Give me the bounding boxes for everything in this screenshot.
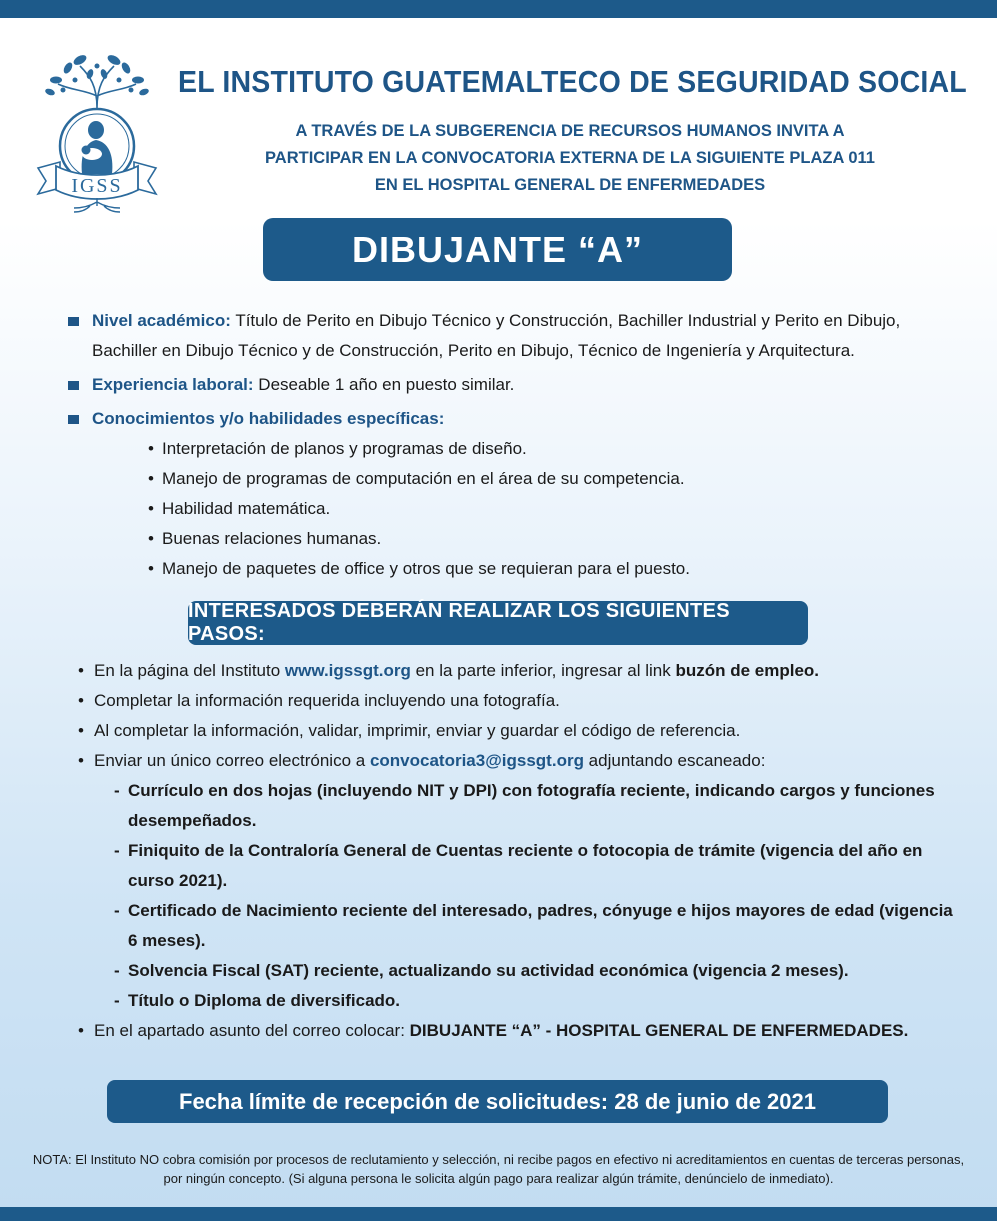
step-bold-text: DIBUJANTE “A” - HOSPITAL GENERAL DE ENFERMEDADES. (409, 1021, 909, 1040)
requirement-label: Nivel académico: (92, 311, 231, 330)
step-bold-text: buzón de empleo. (675, 661, 820, 680)
top-band (0, 0, 997, 18)
step-item: • Al completar la información, validar, imprimir, enviar y guardar el código de referencia. (78, 716, 958, 746)
subtitle-line: A TRAVÉS DE LA SUBGERENCIA DE RECURSOS HUMANOS INVITA A (295, 122, 845, 140)
svg-text:IGSS: IGSS (71, 175, 123, 197)
deadline-banner: Fecha límite de recepción de solicitudes: 28 de junio de 2021 (107, 1080, 888, 1123)
square-bullet-icon (68, 317, 79, 326)
bottom-band (0, 1207, 997, 1221)
step-text: adjuntando escaneado: (583, 751, 766, 770)
document-item: - Certificado de Nacimiento reciente del interesado, padres, cónyuge e hijos mayores de edad (vigencia 6 meses). (114, 896, 958, 956)
step-item: • Completar la información requerida incluyendo una fotografía. (78, 686, 958, 716)
step-text: en la parte inferior, ingresar al link (410, 661, 676, 680)
header-subtitle (180, 118, 960, 199)
step-text: En la página del Instituto (94, 661, 285, 680)
step-item (78, 746, 958, 776)
skills-list (92, 434, 964, 584)
requirement-label: Conocimientos y/o habilidades específicas: (92, 409, 445, 428)
steps-heading: INTERESADOS DEBERÁN REALIZAR LOS SIGUIENTES PASOS: (188, 601, 808, 645)
skill-item: • Interpretación de planos y programas de diseño. (148, 434, 964, 464)
position-title: DIBUJANTE “A” (263, 218, 732, 281)
step-item (78, 656, 958, 686)
igss-logo-icon (30, 46, 164, 214)
step-text: Enviar un único correo electrónico a (94, 751, 370, 770)
requirements-list (64, 306, 964, 584)
subtitle-line: EN EL HOSPITAL GENERAL DE ENFERMEDADES (374, 176, 766, 194)
requirement-text: Título de Perito en Dibujo Técnico y Construcción, Bachiller Industrial y Perito en Dibujo, Bachiller en Dibujo Técnico y de Construcción, Perito en Dibujo, Técnico de Ingeniería y Arquitectura. (92, 311, 901, 360)
step-item (78, 1016, 958, 1046)
email-link[interactable]: convocatoria3@igssgt.org (369, 751, 584, 770)
step-text: En el apartado asunto del correo colocar: (94, 1021, 410, 1040)
requirement-academic (64, 306, 964, 366)
requirement-skills (64, 404, 964, 584)
website-link[interactable]: www.igssgt.org (284, 661, 411, 680)
skill-item: • Buenas relaciones humanas. (148, 524, 964, 554)
document-item: - Título o Diploma de diversificado. (114, 986, 958, 1016)
document-item: - Finiquito de la Contraloría General de Cuentas reciente o fotocopia de trámite (vigencia del año en curso 2021). (114, 836, 958, 896)
skill-item: • Habilidad matemática. (148, 494, 964, 524)
requirement-label: Experiencia laboral: (92, 375, 254, 394)
document-item: - Solvencia Fiscal (SAT) reciente, actualizando su actividad económica (vigencia 2 meses). (114, 956, 958, 986)
steps-list (78, 656, 958, 1046)
square-bullet-icon (68, 415, 79, 424)
footer-note: NOTA: El Instituto NO cobra comisión por procesos de reclutamiento y selección, ni recibe pagos en efectivo ni acreditamientos en cuentas de terceras personas, por ningún concepto. (Si alguna persona le solicita algún pago para realizar algún trámite, denúncielo de inmediato). (32, 1152, 965, 1186)
documents-list (78, 776, 958, 1016)
square-bullet-icon (68, 381, 79, 390)
requirement-experience (64, 370, 964, 400)
institution-title: EL INSTITUTO GUATEMALTECO DE SEGURIDAD SOCIAL (178, 64, 967, 99)
skill-item: • Manejo de paquetes de office y otros que se requieran para el puesto. (148, 554, 964, 584)
subtitle-line: PARTICIPAR EN LA CONVOCATORIA EXTERNA DE LA SIGUIENTE PLAZA 011 (265, 149, 875, 167)
skill-item: • Manejo de programas de computación en el área de su competencia. (148, 464, 964, 494)
document-item: - Currículo en dos hojas (incluyendo NIT y DPI) con fotografía reciente, indicando cargos y funciones desempeñados. (114, 776, 958, 836)
requirement-text: Deseable 1 año en puesto similar. (253, 375, 515, 394)
